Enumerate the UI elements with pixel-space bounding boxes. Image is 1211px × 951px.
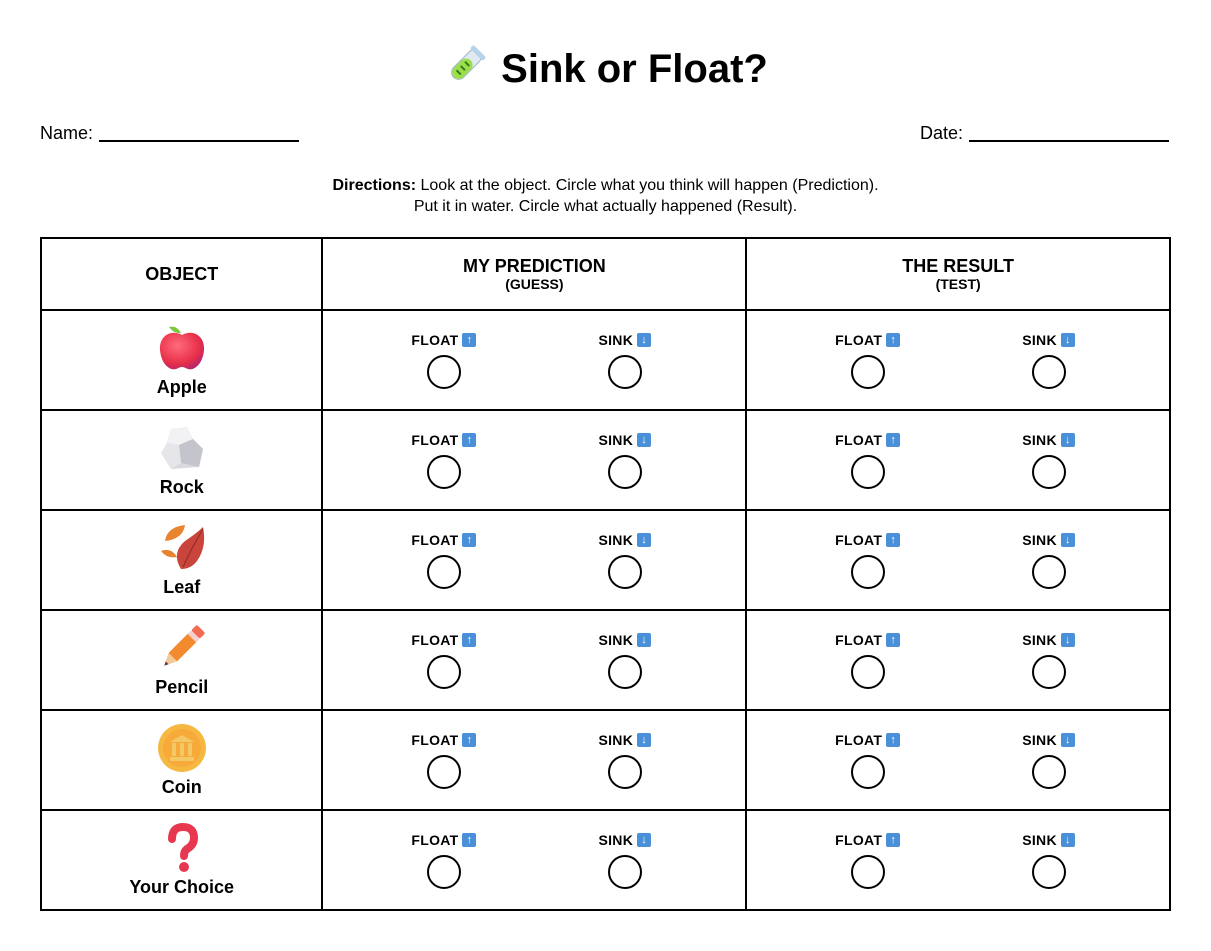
test-tube-icon: [443, 44, 487, 88]
prediction-float-option[interactable]: [384, 832, 504, 889]
result-cell: [746, 310, 1170, 410]
result-float-circle[interactable]: [851, 355, 885, 389]
float-label: FLOAT: [411, 631, 459, 648]
result-float-option[interactable]: [808, 632, 928, 689]
float-label: FLOAT: [835, 631, 883, 648]
object-name: Your Choice: [129, 877, 235, 897]
sink-label: SINK: [1022, 631, 1057, 648]
up-arrow-icon: ↑: [462, 533, 476, 547]
result-float-circle[interactable]: [851, 555, 885, 589]
column-header-result: [746, 238, 1170, 310]
prediction-float-option[interactable]: [384, 332, 504, 389]
down-arrow-icon: ↓: [1061, 333, 1075, 347]
prediction-sink-option[interactable]: [565, 732, 685, 789]
down-arrow-icon: ↓: [637, 533, 651, 547]
object-cell: [41, 310, 322, 410]
result-cell: [746, 510, 1170, 610]
down-arrow-icon: ↓: [1061, 433, 1075, 447]
column-header-object: [41, 238, 322, 310]
column-header-result-sub: (TEST): [935, 276, 981, 292]
result-sink-option[interactable]: [989, 332, 1109, 389]
date-write-line[interactable]: [969, 140, 1169, 142]
down-arrow-icon: ↓: [637, 333, 651, 347]
prediction-float-option[interactable]: [384, 732, 504, 789]
sink-label: SINK: [598, 831, 634, 848]
pencil-icon: [157, 623, 207, 673]
table-header-row: [41, 238, 1170, 310]
down-arrow-icon: ↓: [1061, 833, 1075, 847]
column-header-prediction-label: MY PREDICTION: [463, 256, 606, 276]
result-sink-circle[interactable]: [1032, 555, 1066, 589]
object-cell: [41, 710, 322, 810]
prediction-sink-circle[interactable]: [608, 455, 642, 489]
prediction-sink-circle[interactable]: [608, 555, 642, 589]
prediction-cell: [322, 610, 746, 710]
prediction-float-circle[interactable]: [427, 655, 461, 689]
prediction-cell: [322, 510, 746, 610]
table-row-leaf: [41, 510, 1170, 610]
column-header-prediction-sub: (GUESS): [505, 276, 564, 292]
up-arrow-icon: ↑: [462, 333, 476, 347]
object-name: Leaf: [163, 577, 201, 597]
result-sink-circle[interactable]: [1032, 655, 1066, 689]
prediction-cell: [322, 410, 746, 510]
table-row-pencil: [41, 610, 1170, 710]
result-cell: [746, 810, 1170, 910]
sink-float-table: [40, 237, 1171, 911]
column-header-result-label: THE RESULT: [902, 256, 1014, 276]
result-sink-circle[interactable]: [1032, 855, 1066, 889]
up-arrow-icon: ↑: [462, 633, 476, 647]
prediction-sink-circle[interactable]: [608, 355, 642, 389]
up-arrow-icon: ↑: [462, 733, 476, 747]
result-float-circle[interactable]: [851, 655, 885, 689]
object-name: Rock: [159, 477, 204, 497]
result-sink-option[interactable]: [989, 432, 1109, 489]
up-arrow-icon: ↑: [886, 533, 900, 547]
object-cell: [41, 810, 322, 910]
down-arrow-icon: ↓: [1061, 733, 1075, 747]
directions-line-2: Put it in water. Circle what actually happened (Result).: [413, 198, 798, 215]
sink-label: SINK: [1022, 431, 1057, 448]
result-sink-option[interactable]: [989, 832, 1109, 889]
prediction-float-option[interactable]: [384, 532, 504, 589]
result-float-circle[interactable]: [851, 455, 885, 489]
up-arrow-icon: ↑: [462, 833, 476, 847]
column-header-prediction: [322, 238, 746, 310]
sink-label: SINK: [598, 631, 634, 648]
float-label: FLOAT: [835, 431, 883, 448]
down-arrow-icon: ↓: [637, 733, 651, 747]
down-arrow-icon: ↓: [637, 433, 651, 447]
sink-label: SINK: [1022, 531, 1057, 548]
question-mark-icon: [157, 823, 207, 873]
table-row-coin: [41, 710, 1170, 810]
rock-icon: [157, 423, 207, 473]
prediction-sink-option[interactable]: [565, 832, 685, 889]
leaf-icon: [157, 523, 207, 573]
sink-label: SINK: [1022, 831, 1057, 848]
result-float-circle[interactable]: [851, 755, 885, 789]
result-sink-circle[interactable]: [1032, 355, 1066, 389]
up-arrow-icon: ↑: [886, 333, 900, 347]
prediction-sink-circle[interactable]: [608, 655, 642, 689]
float-label: FLOAT: [411, 531, 459, 548]
table-row-apple: [41, 310, 1170, 410]
prediction-float-circle[interactable]: [427, 755, 461, 789]
result-float-option[interactable]: [808, 832, 928, 889]
prediction-float-option[interactable]: [384, 432, 504, 489]
directions: [0, 175, 1211, 217]
float-label: FLOAT: [411, 831, 459, 848]
result-sink-circle[interactable]: [1032, 455, 1066, 489]
prediction-sink-circle[interactable]: [608, 755, 642, 789]
up-arrow-icon: ↑: [886, 833, 900, 847]
column-header-object-label: OBJECT: [145, 263, 219, 284]
result-cell: [746, 410, 1170, 510]
down-arrow-icon: ↓: [637, 833, 651, 847]
float-label: FLOAT: [835, 331, 883, 348]
object-cell: [41, 410, 322, 510]
prediction-float-circle[interactable]: [427, 355, 461, 389]
sink-label: SINK: [598, 731, 634, 748]
directions-lead: Directions:: [332, 177, 417, 194]
name-field[interactable]: [40, 122, 299, 144]
prediction-float-circle[interactable]: [427, 455, 461, 489]
result-sink-option[interactable]: [989, 632, 1109, 689]
date-label: Date:: [920, 123, 964, 143]
float-label: FLOAT: [835, 831, 883, 848]
result-sink-circle[interactable]: [1032, 755, 1066, 789]
result-float-option[interactable]: [808, 732, 928, 789]
object-name: Apple: [156, 377, 207, 397]
table-row-rock: [41, 410, 1170, 510]
prediction-sink-option[interactable]: [565, 632, 685, 689]
sink-label: SINK: [598, 331, 634, 348]
prediction-sink-option[interactable]: [565, 532, 685, 589]
float-label: FLOAT: [835, 531, 883, 548]
prediction-float-option[interactable]: [384, 632, 504, 689]
result-float-circle[interactable]: [851, 855, 885, 889]
result-float-option[interactable]: [808, 532, 928, 589]
prediction-float-circle[interactable]: [427, 555, 461, 589]
name-label: Name:: [40, 123, 94, 143]
page-title: [0, 44, 1211, 94]
object-cell: [41, 510, 322, 610]
sink-label: SINK: [598, 431, 634, 448]
sink-label: SINK: [1022, 331, 1057, 348]
result-float-option[interactable]: [808, 432, 928, 489]
up-arrow-icon: ↑: [886, 433, 900, 447]
apple-icon: [157, 323, 207, 373]
down-arrow-icon: ↓: [637, 633, 651, 647]
date-field[interactable]: [920, 122, 1169, 144]
name-write-line[interactable]: [99, 140, 299, 142]
sink-label: SINK: [1022, 731, 1057, 748]
prediction-cell: [322, 710, 746, 810]
result-sink-option[interactable]: [989, 532, 1109, 589]
directions-line-1: Look at the object. Circle what you think will happen (Prediction).: [416, 177, 879, 194]
prediction-float-circle[interactable]: [427, 855, 461, 889]
result-float-option[interactable]: [808, 332, 928, 389]
down-arrow-icon: ↓: [1061, 633, 1075, 647]
object-name: Coin: [161, 777, 202, 797]
object-cell: [41, 610, 322, 710]
prediction-cell: [322, 810, 746, 910]
result-sink-option[interactable]: [989, 732, 1109, 789]
table-row-your-choice: [41, 810, 1170, 910]
float-label: FLOAT: [411, 331, 459, 348]
float-label: FLOAT: [835, 731, 883, 748]
up-arrow-icon: ↑: [886, 733, 900, 747]
object-name: Pencil: [155, 677, 209, 697]
float-label: FLOAT: [411, 731, 459, 748]
result-cell: [746, 710, 1170, 810]
float-label: FLOAT: [411, 431, 459, 448]
up-arrow-icon: ↑: [462, 433, 476, 447]
prediction-cell: [322, 310, 746, 410]
result-cell: [746, 610, 1170, 710]
up-arrow-icon: ↑: [886, 633, 900, 647]
prediction-sink-circle[interactable]: [608, 855, 642, 889]
coin-icon: [157, 723, 207, 773]
prediction-sink-option[interactable]: [565, 332, 685, 389]
sink-label: SINK: [598, 531, 634, 548]
down-arrow-icon: ↓: [1061, 533, 1075, 547]
title-text: Sink or Float?: [501, 47, 768, 91]
prediction-sink-option[interactable]: [565, 432, 685, 489]
